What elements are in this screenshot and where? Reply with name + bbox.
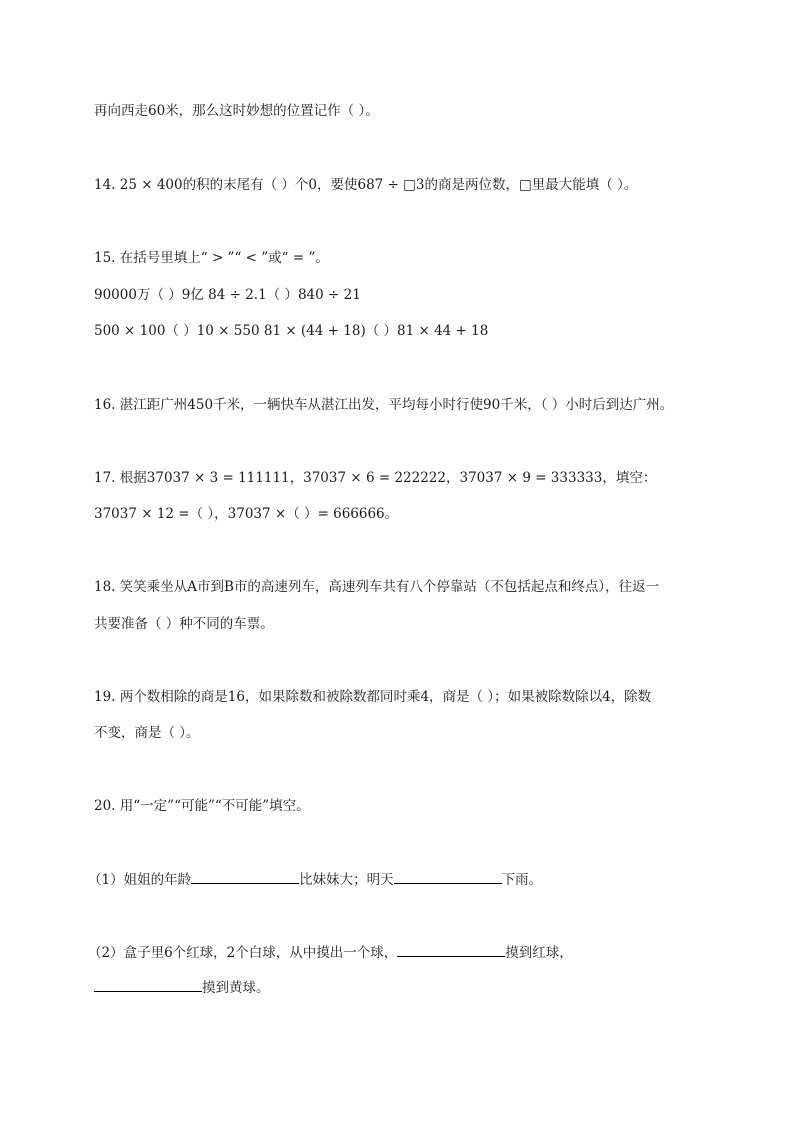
answer-blank-4[interactable] (94, 977, 202, 992)
question-15-prompt: 15. 在括号里填上“ > ”“ < ”或“ = ”。 (94, 250, 329, 266)
question-14: 14. 25 × 400的积的末尾有（ ）个0，要使687 ÷ □3的商是两位数，□里最大能填（ ）。 (94, 177, 638, 193)
part-1-text-b: 比妹妹大；明天 (299, 872, 394, 888)
part-2-text-a: （2）盒子里6个红球，2个白球，从中摸出一个球， (88, 945, 398, 961)
question-17-fill: 37037 × 12 =（ ），37037 ×（ ）= 666666。 (94, 506, 399, 522)
question-16: 16. 湛江距广州450千米，一辆快车从湛江出发，平均每小时行使90千米，（ ）小时后到达广州。 (94, 397, 674, 413)
part-1-text-c: 下雨。 (501, 872, 543, 888)
question-15-row-1: 90000万（ ）9亿 84 ÷ 2.1（ ）840 ÷ 21 (94, 287, 361, 303)
question-19-line-2: 不变，商是（ ）。 (94, 725, 200, 741)
part-2-text-b: 摸到红球， (505, 945, 573, 961)
question-17-prompt: 17. 根据37037 × 3 = 111111，37037 × 6 = 222222，37037 × 9 = 333333，填空： (94, 470, 657, 486)
answer-blank-3[interactable] (397, 942, 505, 957)
question-20-prompt: 20. 用“一定”“可能”“不可能”填空。 (94, 798, 310, 814)
question-15-row-2: 500 × 100（ ）10 × 550 81 × (44 + 18)（ ）81 × 44 + 18 (94, 323, 489, 339)
question-20-part-2 (88, 942, 573, 963)
question-19-line-1: 19. 两个数相除的商是16，如果除数和被除数都同时乘4，商是（ ）；如果被除数除以4，除数 (94, 689, 652, 705)
question-13-continuation: 再向西走60米，那么这时妙想的位置记作（ ）。 (94, 103, 379, 119)
answer-blank-1[interactable] (191, 869, 299, 884)
answer-blank-2[interactable] (394, 869, 502, 884)
question-20-part-1 (88, 869, 542, 890)
question-18-line-2: 共要准备（ ）种不同的车票。 (94, 616, 274, 632)
part-1-text-a: （1）姐姐的年龄 (88, 872, 192, 888)
question-18-line-1: 18. 笑笑乘坐从A市到B市的高速列车，高速列车共有八个停靠站（不包括起点和终点），往返一 (94, 579, 660, 595)
part-2-text-c: 摸到黄球。 (202, 980, 270, 996)
question-20-part-2-cont (94, 977, 270, 998)
